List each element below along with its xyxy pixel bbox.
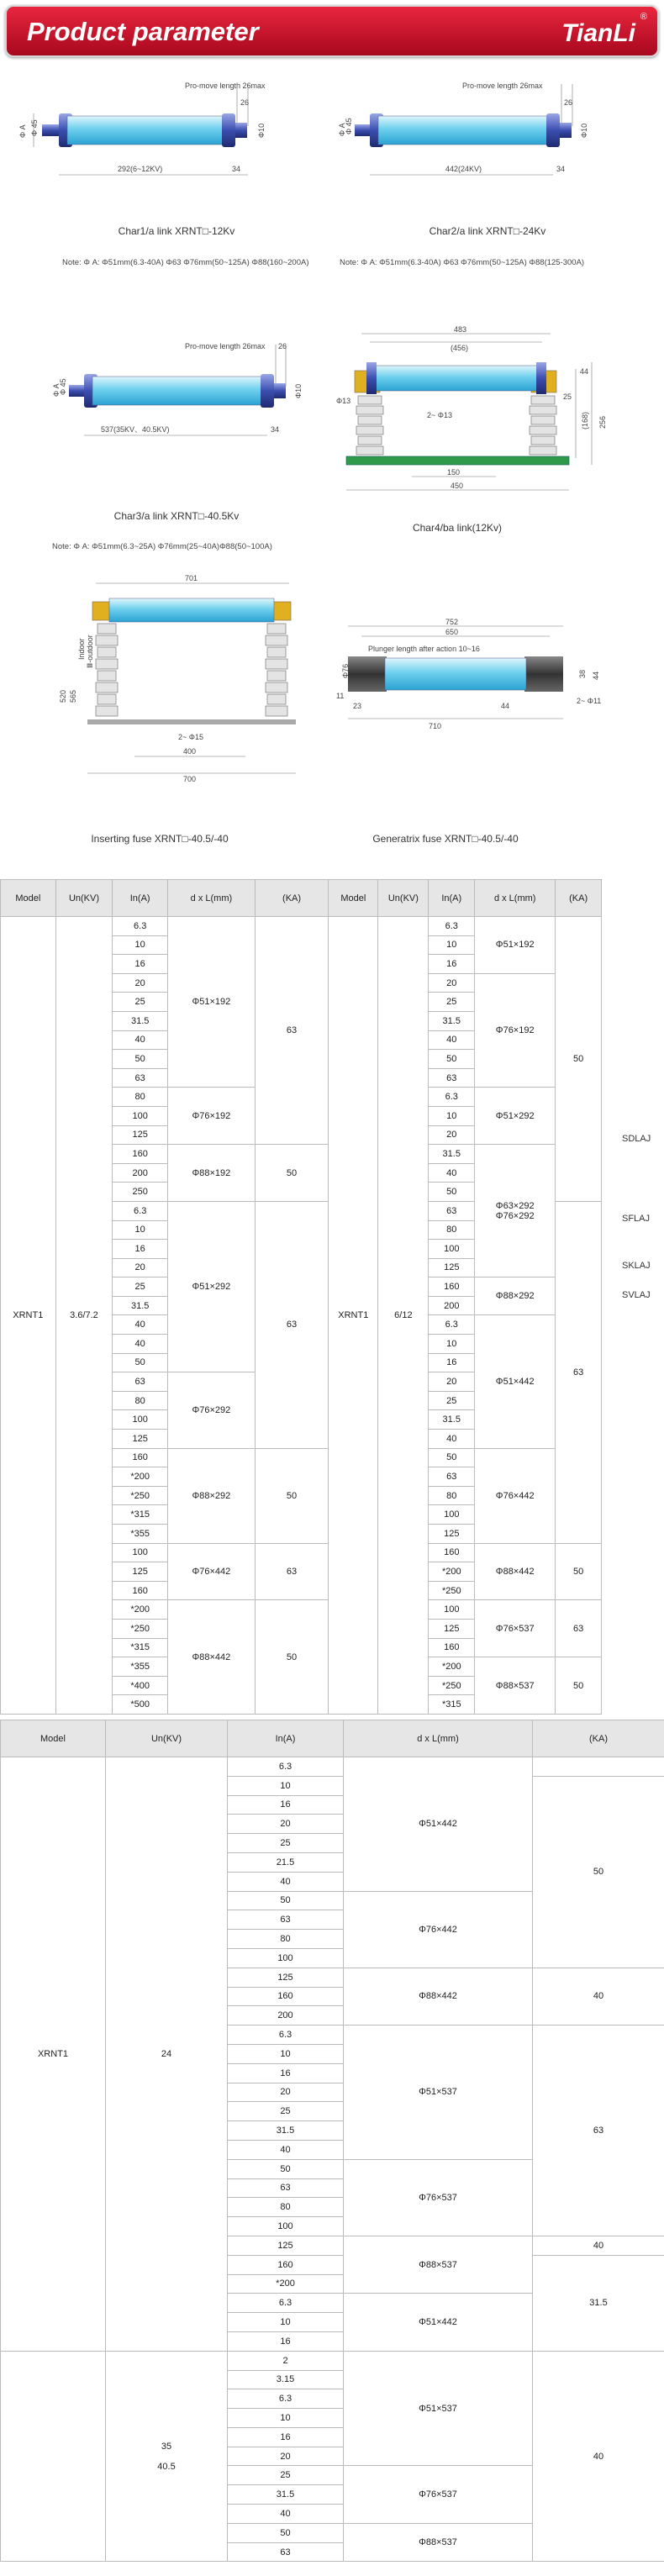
svg-text:450: 450	[451, 482, 464, 490]
current-cell: 100	[113, 1106, 168, 1125]
svg-text:44: 44	[592, 671, 600, 680]
current-cell: 10	[228, 2313, 344, 2332]
current-cell: 40	[113, 1335, 168, 1354]
svg-text:44: 44	[501, 702, 510, 710]
current-cell: 160	[228, 1987, 344, 2006]
current-cell: 10	[429, 935, 475, 955]
current-cell: *200	[429, 1562, 475, 1582]
breaking-capacity-cell: 50	[533, 1776, 664, 1968]
parameter-table-2	[0, 1720, 664, 2562]
current-cell: 63	[113, 1068, 168, 1088]
current-cell: 16	[228, 2331, 344, 2351]
current-cell: 25	[228, 2102, 344, 2121]
current-cell: 21.5	[228, 1852, 344, 1872]
current-cell: 10	[228, 2409, 344, 2428]
current-cell: 125	[228, 2236, 344, 2255]
svg-text:710: 710	[429, 722, 442, 730]
breaking-capacity-cell: 63	[255, 1543, 328, 1600]
fuse-diagram-char2	[336, 76, 656, 202]
note-char2: Note: Φ A: Φ51mm(6.3-40A) Φ63 Φ76mm(50~125A) Φ88(125-300A)	[340, 258, 585, 267]
dimension-cell: Φ51×442	[475, 1315, 556, 1448]
svg-text:Φ76: Φ76	[341, 663, 350, 678]
voltage-line: 40.5	[157, 2461, 176, 2472]
table-header-row	[1, 1720, 664, 1757]
header-banner	[5, 5, 659, 57]
voltage-cell: 24	[106, 1757, 228, 2352]
breaking-capacity-cell: 40	[533, 2351, 664, 2562]
current-cell: 10	[429, 1106, 475, 1125]
current-cell: 31.5	[228, 2485, 344, 2505]
current-cell: 100	[113, 1410, 168, 1430]
current-cell: 100	[113, 1543, 168, 1562]
svg-text:Φ 45: Φ 45	[345, 118, 353, 134]
current-cell: 6.3	[228, 1757, 344, 1777]
current-cell: *250	[113, 1619, 168, 1638]
empty-cell	[533, 1757, 664, 1777]
current-cell: 20	[429, 1372, 475, 1392]
breaking-capacity-cell: 50	[255, 1145, 328, 1202]
current-cell: 100	[228, 2217, 344, 2236]
svg-text:44: 44	[580, 367, 589, 376]
column-header: In(A)	[228, 1720, 344, 1757]
svg-text:Φ13: Φ13	[336, 397, 351, 405]
current-cell: *250	[429, 1676, 475, 1695]
current-cell: 10	[228, 2044, 344, 2063]
table-row	[1, 2351, 664, 2370]
current-cell: 40	[113, 1315, 168, 1335]
current-cell: 40	[228, 1872, 344, 1891]
model-cell: XRNT1	[1, 917, 56, 1715]
current-cell: 80	[113, 1391, 168, 1410]
breaking-capacity-cell: 31.5	[533, 2255, 664, 2351]
current-cell: 80	[429, 1220, 475, 1240]
current-cell: 2	[228, 2351, 344, 2370]
current-cell: *200	[228, 2274, 344, 2294]
dimension-cell: Φ76×442	[475, 1448, 556, 1543]
side-label-sflaj: SFLAJ	[622, 1214, 651, 1224]
current-cell: 40	[429, 1030, 475, 1050]
dimension-cell: Φ76×537	[475, 1600, 556, 1657]
svg-text:Φ A: Φ A	[338, 123, 346, 136]
column-header: Un(KV)	[106, 1720, 228, 1757]
current-cell: 63	[228, 2542, 344, 2562]
current-cell: 3.15	[228, 2370, 344, 2389]
svg-text:2~ Φ11: 2~ Φ11	[577, 697, 602, 705]
svg-text:26: 26	[278, 342, 287, 350]
column-header: Un(KV)	[378, 880, 429, 917]
current-cell: 6.3	[429, 1088, 475, 1107]
svg-text:Pro-move length 26max: Pro-move length 26max	[185, 342, 266, 350]
dimension-cell: Φ76×292	[167, 1372, 255, 1448]
breaking-capacity-cell: 63	[533, 2026, 664, 2236]
breaking-capacity-cell: 50	[255, 1600, 328, 1715]
current-cell: 6.3	[429, 1315, 475, 1335]
caption-char2: Char2/a link XRNT□-24Kv	[429, 225, 546, 237]
svg-text:Plunger length after action 10: Plunger length after action 10~16	[368, 645, 480, 653]
current-cell: 63	[228, 1910, 344, 1930]
breaking-capacity-cell: 40	[533, 2236, 664, 2255]
column-header: d x L(mm)	[344, 1720, 533, 1757]
current-cell: 50	[113, 1050, 168, 1069]
column-header: d x L(mm)	[167, 880, 255, 917]
current-cell: 125	[429, 1619, 475, 1638]
svg-text:(456): (456)	[451, 344, 469, 352]
svg-text:34: 34	[232, 165, 241, 173]
note-char1: Note: Φ A: Φ51mm(6.3-40A) Φ63 Φ76mm(50~125A) Φ88(160~200A)	[62, 258, 309, 267]
dimension-cell: Φ88×442	[344, 1968, 533, 2025]
breaking-capacity-cell: 50	[556, 1543, 602, 1600]
column-header: d x L(mm)	[475, 880, 556, 917]
dimension-cell: Φ51×292	[167, 1201, 255, 1372]
dimension-cell: Φ88×537	[344, 2523, 533, 2562]
svg-text:Φ 45: Φ 45	[59, 378, 67, 395]
dimension-cell: Φ88×537	[475, 1657, 556, 1715]
current-cell: 25	[429, 993, 475, 1012]
dimension-cell	[475, 1145, 556, 1277]
page-title: Product parameter	[27, 17, 259, 46]
current-cell: 160	[429, 1277, 475, 1297]
current-cell: 6.3	[113, 917, 168, 936]
column-header: (KA)	[556, 880, 602, 917]
dimension-cell: Φ88×292	[475, 1277, 556, 1315]
current-cell: 10	[113, 935, 168, 955]
dimension-cell: Φ51×192	[475, 917, 556, 974]
current-cell: *400	[113, 1676, 168, 1695]
column-header: Model	[329, 880, 378, 917]
current-cell: 125	[113, 1125, 168, 1145]
current-cell: *200	[113, 1600, 168, 1620]
current-cell: 100	[429, 1505, 475, 1525]
dimension-cell: Φ51×292	[475, 1088, 556, 1145]
table-row	[1, 1757, 664, 1777]
table-header-row	[1, 880, 602, 917]
dimension-cell: Φ76×537	[344, 2159, 533, 2236]
current-cell: 125	[429, 1525, 475, 1544]
current-cell: 6.3	[228, 2389, 344, 2409]
note-char3: Note: Φ A: Φ51mm(6.3~25A) Φ76mm(25~40A)Φ88(50~100A)	[52, 542, 272, 551]
svg-text:701: 701	[185, 574, 198, 582]
current-cell: 80	[429, 1486, 475, 1505]
dimension-cell: Φ88×537	[344, 2236, 533, 2293]
svg-text:38: 38	[578, 669, 587, 678]
current-cell: 125	[113, 1562, 168, 1582]
svg-text:11: 11	[336, 692, 345, 700]
current-cell: 80	[228, 1930, 344, 1949]
current-cell: 200	[228, 2006, 344, 2026]
current-cell: 10	[429, 1335, 475, 1354]
current-cell: 63	[429, 1068, 475, 1088]
voltage-cell: 6/12	[378, 917, 429, 1715]
svg-text:2~ Φ13: 2~ Φ13	[427, 411, 452, 419]
dimension-cell: Φ51×537	[344, 2351, 533, 2466]
current-cell: 16	[228, 2427, 344, 2447]
dimension-cell: Φ88×442	[167, 1600, 255, 1715]
current-cell: 31.5	[228, 2121, 344, 2141]
current-cell: *315	[429, 1695, 475, 1715]
current-cell: *250	[113, 1486, 168, 1505]
svg-text:23: 23	[353, 702, 362, 710]
current-cell: 16	[228, 1795, 344, 1815]
current-cell: 6.3	[429, 917, 475, 936]
current-cell: 16	[429, 1353, 475, 1372]
svg-text:Φ10: Φ10	[580, 123, 588, 138]
breaking-capacity-cell: 63	[556, 1201, 602, 1543]
current-cell: 250	[113, 1183, 168, 1202]
current-cell: 20	[429, 973, 475, 993]
column-header: Model	[1, 1720, 106, 1757]
caption-inserting-fuse: Inserting fuse XRNT□-40.5/-40	[91, 833, 229, 845]
current-cell: 6.3	[228, 2294, 344, 2313]
caption-char4: Char4/ba link(12Kv)	[412, 522, 503, 534]
svg-text:400: 400	[183, 747, 197, 756]
current-cell: 16	[228, 2063, 344, 2083]
parameter-table-1	[0, 879, 602, 1715]
current-cell: *315	[113, 1638, 168, 1657]
current-cell: *250	[429, 1581, 475, 1600]
current-cell: 160	[228, 2255, 344, 2274]
current-cell: 50	[429, 1448, 475, 1467]
caption-char3: Char3/a link XRNT□-40.5Kv	[113, 510, 240, 522]
svg-text:Indoor: Indoor	[77, 638, 86, 660]
current-cell: 63	[113, 1372, 168, 1392]
column-header: Un(KV)	[55, 880, 113, 917]
svg-text:565: 565	[69, 689, 77, 703]
current-cell: 6.3	[228, 2026, 344, 2045]
voltage-line: 35	[161, 2441, 172, 2452]
dimension-cell: Φ76×442	[344, 1891, 533, 1968]
current-cell: 160	[113, 1145, 168, 1164]
current-cell: 25	[228, 1834, 344, 1853]
current-cell: 20	[113, 973, 168, 993]
svg-text:Φ10: Φ10	[294, 383, 303, 398]
svg-text:(168): (168)	[581, 411, 589, 429]
voltage-cell	[106, 2351, 228, 2562]
breaking-capacity-cell: 63	[255, 917, 328, 1145]
column-header: In(A)	[429, 880, 475, 917]
current-cell: 160	[429, 1543, 475, 1562]
svg-text:Ⅲ-outdoor: Ⅲ-outdoor	[86, 635, 94, 668]
dimension-cell: Φ88×292	[167, 1448, 255, 1543]
current-cell: 31.5	[113, 1011, 168, 1030]
dimension-line: Φ63×292	[495, 1200, 535, 1211]
dimension-line: Φ76×292	[495, 1210, 535, 1221]
current-cell: 63	[429, 1467, 475, 1487]
pro-move-label: Pro-move length 26max	[185, 82, 266, 90]
fuse-diagram-char3	[50, 336, 319, 462]
svg-text:292(6~12KV): 292(6~12KV)	[118, 165, 163, 173]
breaking-capacity-cell: 50	[556, 917, 602, 1202]
caption-generatrix-fuse: Generatrix fuse XRNT□-40.5/-40	[372, 833, 519, 845]
dimension-cell: Φ76×442	[167, 1543, 255, 1600]
column-header: (KA)	[255, 880, 328, 917]
fuse-diagram-char1	[8, 76, 328, 202]
breaking-capacity-cell: 50	[255, 1448, 328, 1543]
dimension-cell: Φ76×192	[167, 1088, 255, 1145]
current-cell: 31.5	[429, 1145, 475, 1164]
current-cell: 63	[429, 1201, 475, 1220]
current-cell: 16	[113, 955, 168, 974]
dimension-cell: Φ88×192	[167, 1145, 255, 1202]
dimension-cell: Φ88×442	[475, 1543, 556, 1600]
current-cell: 125	[228, 1968, 344, 1987]
current-cell: 40	[228, 2140, 344, 2159]
current-cell: *200	[429, 1657, 475, 1677]
dimension-cell: Φ51×442	[344, 1757, 533, 1892]
empty-cell	[1, 2351, 106, 2562]
svg-text:483: 483	[454, 325, 467, 334]
svg-text:26: 26	[564, 98, 573, 107]
breaking-capacity-cell: 63	[556, 1600, 602, 1657]
column-header: Model	[1, 880, 56, 917]
side-label-svlaj: SVLAJ	[622, 1290, 651, 1300]
svg-text:Φ A: Φ A	[52, 383, 61, 397]
svg-text:2~ Φ15: 2~ Φ15	[178, 733, 203, 741]
side-label-sklaj: SKLAJ	[622, 1261, 651, 1271]
current-cell: 100	[429, 1240, 475, 1259]
current-cell: 40	[228, 2505, 344, 2524]
current-cell: 40	[429, 1163, 475, 1183]
svg-text:442(24KV): 442(24KV)	[445, 165, 482, 173]
current-cell: 20	[429, 1125, 475, 1145]
breaking-capacity-cell: 50	[556, 1657, 602, 1715]
current-cell: 10	[113, 1220, 168, 1240]
current-cell: 40	[113, 1030, 168, 1050]
svg-text:650: 650	[445, 628, 459, 636]
current-cell: 31.5	[113, 1296, 168, 1315]
column-header: (KA)	[533, 1720, 664, 1757]
current-cell: 20	[113, 1258, 168, 1277]
current-cell: 160	[113, 1581, 168, 1600]
dimension-cell: Φ76×537	[344, 2466, 533, 2523]
breaking-capacity-cell: 63	[255, 1201, 328, 1448]
svg-text:26: 26	[240, 98, 250, 107]
current-cell: 16	[113, 1240, 168, 1259]
inserting-fuse-diagram	[50, 572, 319, 786]
current-cell: 50	[429, 1050, 475, 1069]
current-cell: 125	[429, 1258, 475, 1277]
svg-text:256: 256	[598, 415, 607, 429]
svg-text:700: 700	[183, 775, 197, 783]
fuse-diagram-char4	[336, 324, 622, 504]
svg-text:537(35KV、40.5KV): 537(35KV、40.5KV)	[101, 425, 170, 434]
column-header: In(A)	[113, 880, 168, 917]
generatrix-fuse-diagram	[336, 618, 622, 756]
svg-text:25: 25	[563, 392, 572, 401]
current-cell: 50	[429, 1183, 475, 1202]
current-cell: 125	[113, 1430, 168, 1449]
svg-text:752: 752	[445, 618, 459, 626]
current-cell: 160	[113, 1448, 168, 1467]
table-row	[1, 917, 602, 936]
svg-text:34: 34	[556, 165, 566, 173]
svg-text:Φ A: Φ A	[18, 124, 27, 138]
current-cell: *315	[113, 1505, 168, 1525]
current-cell: 50	[228, 1891, 344, 1910]
svg-text:Φ10: Φ10	[257, 123, 266, 138]
current-cell: 100	[228, 1948, 344, 1968]
current-cell: 16	[429, 955, 475, 974]
current-cell: 20	[228, 1815, 344, 1834]
dimension-cell: Φ51×192	[167, 917, 255, 1088]
current-cell: 200	[113, 1163, 168, 1183]
current-cell: 80	[228, 2198, 344, 2217]
current-cell: 50	[228, 2523, 344, 2542]
side-label-sdlaj: SDLAJ	[622, 1134, 651, 1144]
current-cell: 40	[429, 1430, 475, 1449]
svg-text:Pro-move length 26max: Pro-move length 26max	[462, 82, 543, 90]
voltage-cell: 3.6/7.2	[55, 917, 113, 1715]
current-cell: 31.5	[429, 1410, 475, 1430]
dimension-cell: Φ51×442	[344, 2294, 533, 2351]
current-cell: 25	[429, 1391, 475, 1410]
current-cell: 31.5	[429, 1011, 475, 1030]
model-cell: XRNT1	[1, 1757, 106, 2352]
brand-logo: TianLi	[561, 19, 635, 47]
breaking-capacity-cell: 40	[533, 1968, 664, 2025]
current-cell: 25	[113, 1277, 168, 1297]
svg-text:520: 520	[59, 689, 67, 703]
dimension-cell: Φ51×537	[344, 2026, 533, 2160]
current-cell: 160	[429, 1638, 475, 1657]
current-cell: 50	[113, 1353, 168, 1372]
current-cell: *355	[113, 1525, 168, 1544]
current-cell: 25	[228, 2466, 344, 2485]
current-cell: *200	[113, 1467, 168, 1487]
current-cell: 50	[228, 2159, 344, 2178]
model-cell: XRNT1	[329, 917, 378, 1715]
current-cell: 10	[228, 1776, 344, 1795]
current-cell: 6.3	[113, 1201, 168, 1220]
registered-mark: ®	[640, 12, 647, 22]
current-cell: *355	[113, 1657, 168, 1677]
current-cell: 25	[113, 993, 168, 1012]
svg-text:150: 150	[447, 468, 461, 477]
current-cell: 63	[228, 2178, 344, 2198]
current-cell: 100	[429, 1600, 475, 1620]
current-cell: 20	[228, 2447, 344, 2466]
svg-text:Φ 45: Φ 45	[30, 119, 39, 136]
caption-char1: Char1/a link XRNT□-12Kv	[118, 225, 235, 237]
current-cell: *500	[113, 1695, 168, 1715]
svg-text:34: 34	[271, 425, 280, 434]
current-cell: 200	[429, 1296, 475, 1315]
current-cell: 80	[113, 1088, 168, 1107]
current-cell: 20	[228, 2083, 344, 2102]
dimension-cell: Φ76×192	[475, 973, 556, 1088]
